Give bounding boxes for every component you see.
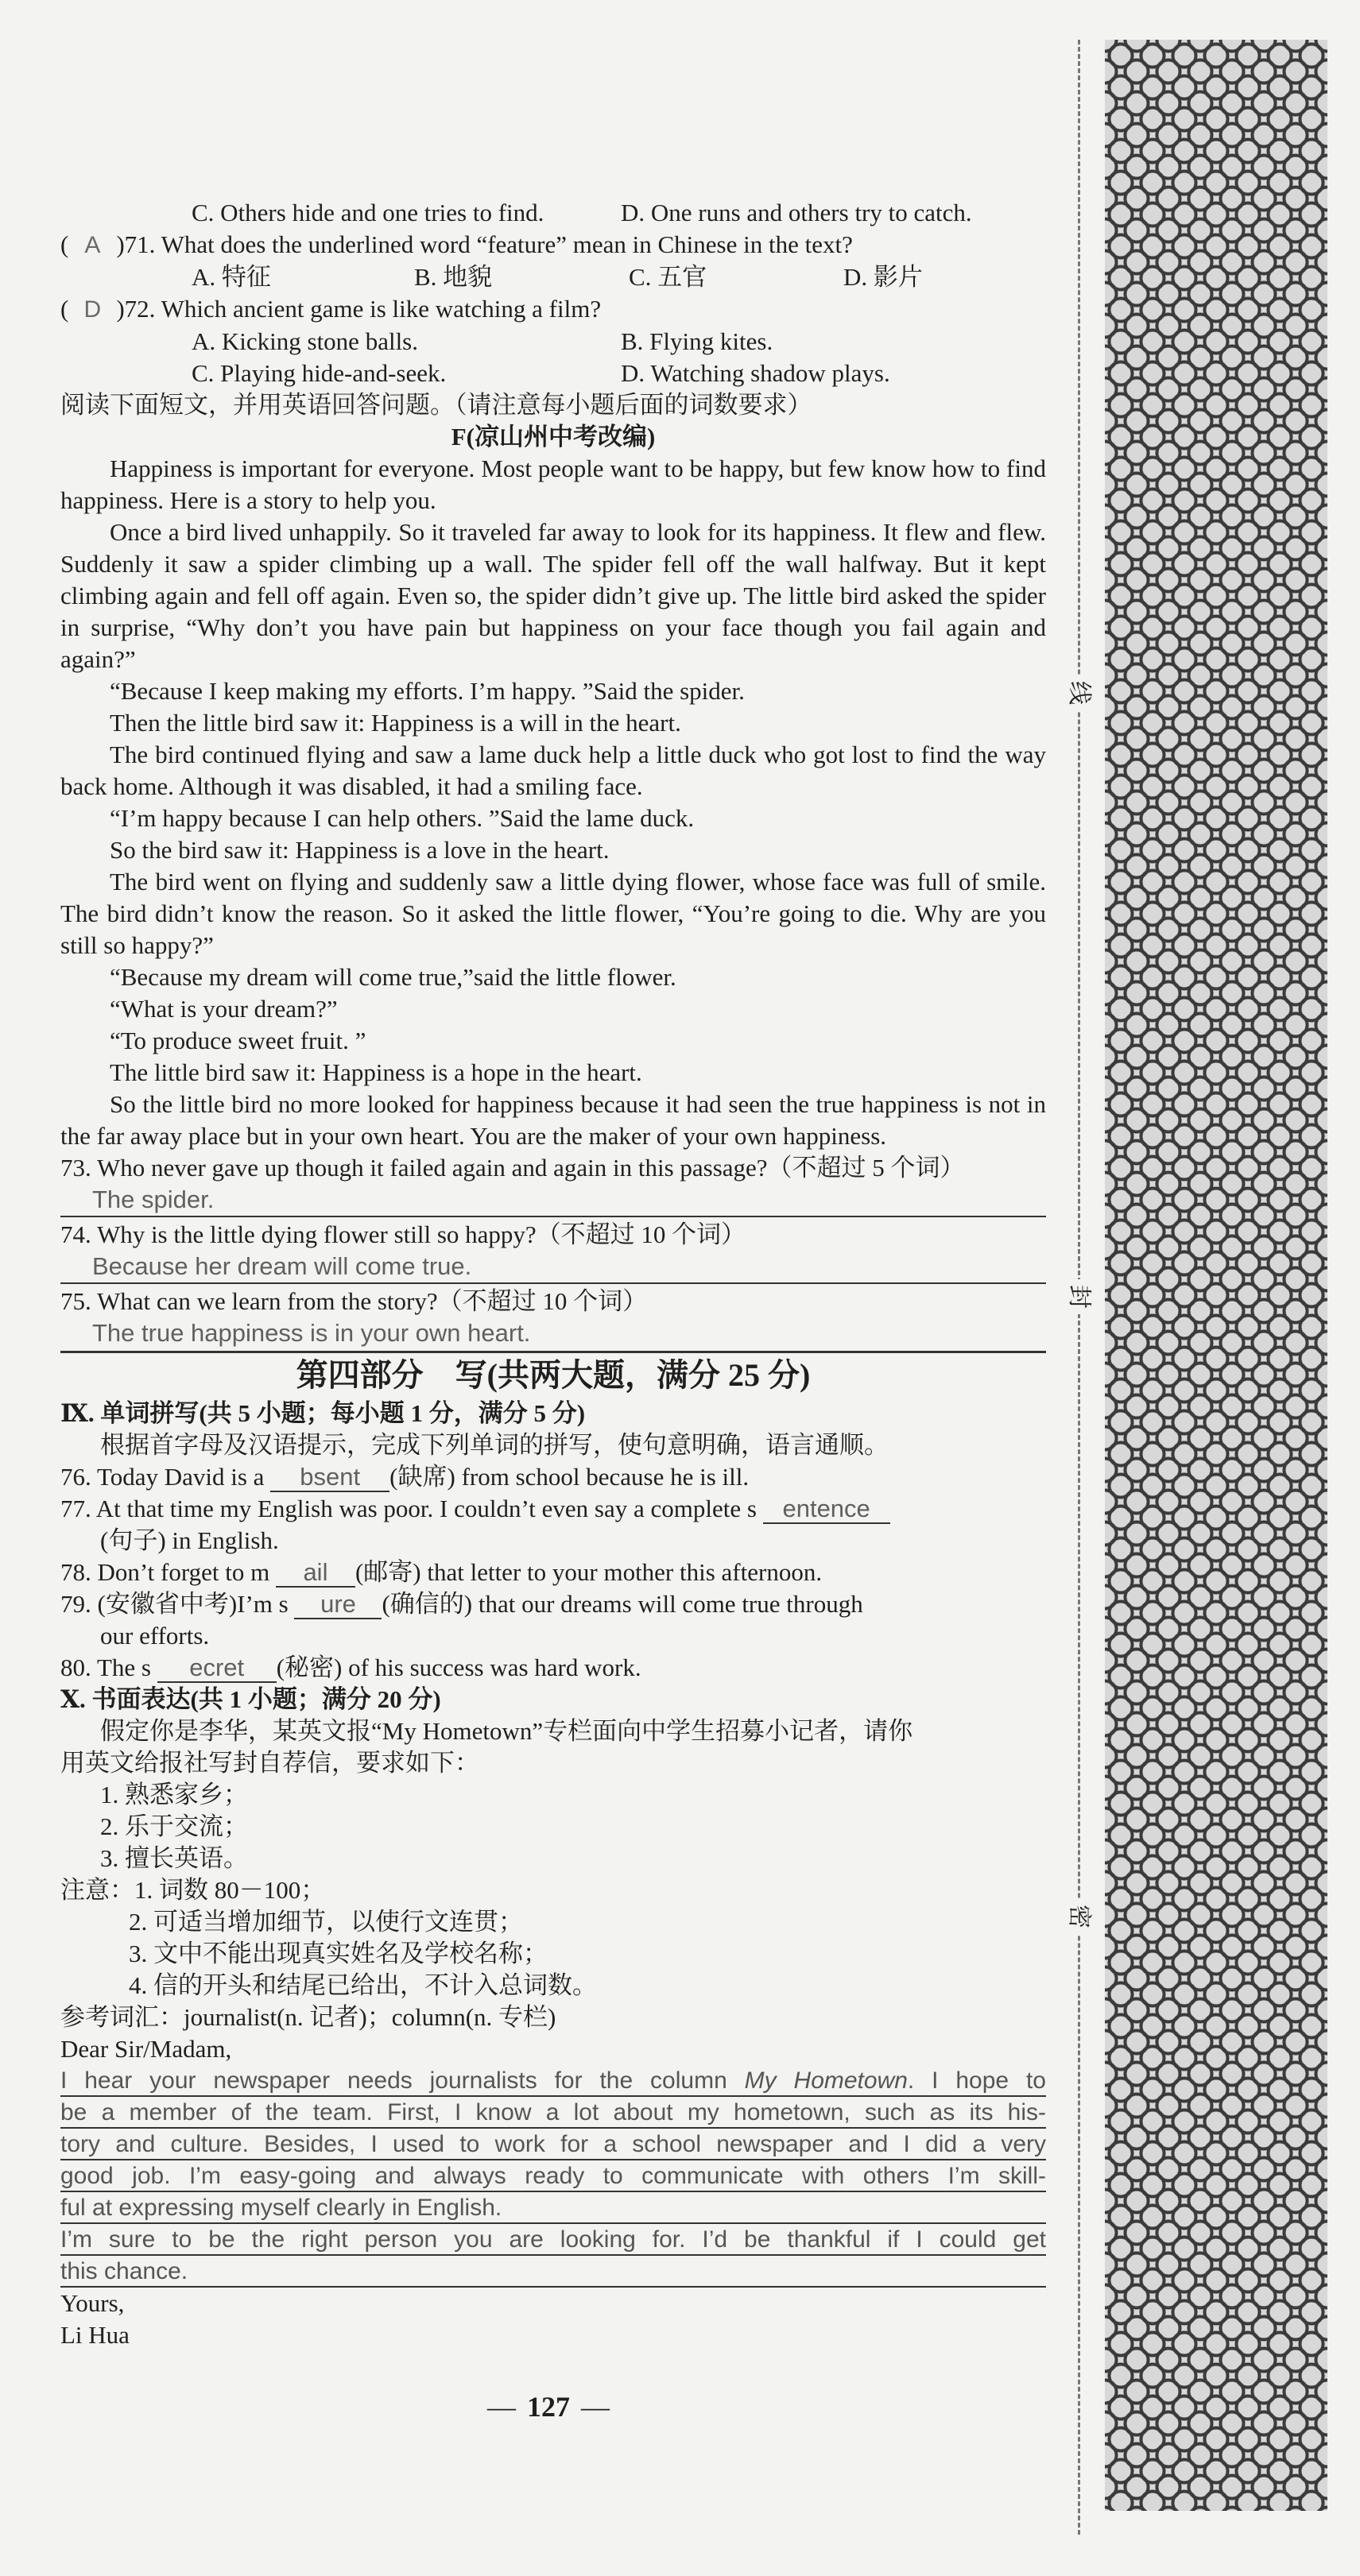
binding-char-feng: 封 (1061, 1279, 1096, 1314)
letter-signature: Li Hua (60, 2321, 130, 2349)
essay-line: be a member of the team. First, I know a lot about my hometown, such as its his- (60, 2097, 1046, 2129)
binding-char-mi: 密 (1061, 1899, 1096, 1934)
requirement: 3. 擅长英语。 (100, 1844, 248, 1872)
section10-title: Ⅹ. 书面表达(共 1 小题；满分 20 分) (60, 1685, 441, 1713)
passage-paragraph: “What is your dream?” (110, 995, 338, 1023)
q71-option-b: B. 地貌 (414, 263, 493, 291)
q70-options-cd (60, 197, 1046, 229)
binding-pattern (1105, 40, 1327, 2511)
page-content (60, 197, 1046, 2351)
reading-passage (60, 453, 1046, 1152)
passage-paragraph: Happiness is important for everyone. Most people want to be happy, but few know how to find happiness. Here is a story to help you. (60, 454, 1046, 514)
q76: 76. Today David is a bsent (缺席) from school because he is ill. (60, 1463, 750, 1491)
writing-prompt: 假定你是李华，某英文报“My Hometown”专栏面向中学生招募小记者，请你 (100, 1717, 913, 1745)
note-item: 3. 文中不能出现真实姓名及学校名称； (129, 1940, 548, 1967)
passage-paragraph: Then the little bird saw it: Happiness is a will in the heart. (110, 709, 681, 737)
q77: 77. At that time my English was poor. I couldn’t even say a complete s entence (60, 1493, 1046, 1525)
q80: 80. The s ecret (秘密) of his success was hard work. (60, 1654, 641, 1681)
passage-paragraph: “To produce sweet fruit. ” (110, 1027, 366, 1054)
q72-option-d: D. Watching shadow plays. (621, 359, 890, 387)
vocabulary-hint: 参考词汇：journalist(n. 记者)；column(n. 专栏) (60, 2003, 556, 2031)
reading-instruction: 阅读下面短文，并用英语回答问题。（请注意每小题后面的词数要求） (60, 391, 812, 419)
q72-option-a: A. Kicking stone balls. (192, 327, 418, 355)
q72-option-c: C. Playing hide-and-seek. (192, 359, 447, 387)
q80-answer: ecret (157, 1654, 277, 1683)
q75-question: 75. What can we learn from the story?（不超过 10 个词） (60, 1287, 648, 1315)
letter-closing: Yours, (60, 2289, 125, 2317)
q77-answer: entence (763, 1495, 890, 1524)
passage-paragraph: The bird went on flying and suddenly saw a little dying flower, whose face was full of smile. The bird didn’t know the reason. So it asked the little flower, “You’re going to die. Why are you still so happy?” (60, 868, 1046, 959)
reading-title: F(凉山州中考改编) (451, 423, 656, 451)
q77-cont: (句子) in English. (100, 1526, 279, 1554)
requirement: 1. 熟悉家乡； (100, 1781, 248, 1808)
essay-answer (60, 2065, 1046, 2288)
q74-question: 74. Why is the little dying flower still so happy?（不超过 10 个词） (60, 1220, 746, 1248)
section9-title: Ⅸ. 单词拼写(共 5 小题；每小题 1 分，满分 5 分) (60, 1399, 586, 1427)
essay-line: I’m sure to be the right person you are looking for. I’d be thankful if I could get (60, 2224, 1046, 2256)
q78: 78. Don’t forget to m ail (邮寄) that letter to your mother this afternoon. (60, 1558, 823, 1586)
passage-paragraph: So the little bird no more looked for happiness because it had seen the true happiness is not in the far away place but in your own heart. You are the maker of your own happiness. (60, 1090, 1046, 1150)
note-label: 注意： (60, 1876, 134, 1904)
part4-title: 第四部分 写(共两大题，满分 25 分) (60, 1351, 1046, 1398)
requirement: 2. 乐于交流； (100, 1812, 248, 1840)
passage-paragraph: “I’m happy because I can help others. ”Said the lame duck. (110, 804, 695, 832)
essay-line: ful at expressing myself clearly in English. (60, 2192, 1046, 2224)
passage-paragraph: “Because my dream will come true,”said the little flower. (110, 963, 676, 991)
q72-options-ab (60, 326, 1046, 358)
q71-stem: ( A )71. What does the underlined word “feature” mean in Chinese in the text? (60, 229, 1046, 261)
q72-answer: D (83, 296, 102, 323)
option-c: C. Others hide and one tries to find. (192, 199, 544, 226)
q74-answer: Because her dream will come true. (60, 1251, 1046, 1284)
q71-option-a: A. 特征 (192, 263, 271, 291)
essay-line: this chance. (60, 2256, 1046, 2288)
passage-paragraph: Once a bird lived unhappily. So it traveled far away to look for its happiness. It flew and flew. Suddenly it saw a spider climbing up a wall. The spider fell off the wall halfway. But it kept climbing again and fell off again. Even so, the spider didn’t give up. The little bird asked the spider in surprise, “Why don’t you have pain but happiness on your face though you fail again and again?” (60, 518, 1046, 673)
q71-answer: A (84, 232, 101, 258)
note-item: 2. 可适当增加细节，以使行文连贯； (129, 1908, 523, 1936)
q76-answer: bsent (270, 1464, 389, 1492)
q73-question: 73. Who never gave up though it failed again and again in this passage?（不超过 5 个词） (60, 1154, 965, 1182)
section9-instruction: 根据首字母及汉语提示，完成下列单词的拼写，使句意明确，语言通顺。 (100, 1431, 889, 1459)
passage-paragraph: The little bird saw it: Happiness is a hope in the heart. (110, 1058, 642, 1086)
passage-paragraph: The bird continued flying and saw a lame duck help a little duck who got lost to find the way back home. Although it was disabled, it had a smiling face. (60, 741, 1046, 800)
essay-line: I hear your newspaper needs journalists for the column My Hometown. I hope to (60, 2065, 1046, 2097)
letter-greeting: Dear Sir/Madam, (60, 2035, 232, 2063)
q79-cont: our efforts. (100, 1622, 210, 1650)
q72-stem: ( D )72. Which ancient game is like watching a film? (60, 293, 1046, 326)
q78-answer: ail (276, 1559, 355, 1588)
q72-option-b: B. Flying kites. (621, 327, 773, 355)
q75-answer: The true happiness is in your own heart. (92, 1319, 531, 1347)
binding-char-xian: 线 (1061, 675, 1096, 710)
q79: 79. (安徽省中考)I’m s ure (确信的) that our dreams will come true through (60, 1590, 863, 1618)
note-item: 注意：1. 词数 80－100； (60, 1876, 326, 1904)
q79-answer: ure (294, 1591, 382, 1619)
writing-prompt: 用英文给报社写封自荐信，要求如下： (60, 1749, 479, 1777)
column-name: My Hometown (744, 2067, 908, 2094)
q71-option-c: C. 五官 (629, 263, 707, 291)
q72-options-cd (60, 358, 1046, 389)
q73-answer: The spider. (60, 1184, 1046, 1217)
passage-paragraph: So the bird saw it: Happiness is a love in the heart. (110, 836, 610, 864)
passage-paragraph: “Because I keep making my efforts. I’m happy. ”Said the spider. (110, 677, 745, 705)
note-item: 4. 信的开头和结尾已给出，不计入总词数。 (129, 1971, 597, 1999)
q71-options (60, 261, 1046, 293)
q71-option-d: D. 影片 (843, 263, 923, 291)
page-number: — 127 — (487, 2391, 610, 2423)
essay-line: good job. I’m easy-going and always ready to communicate with others I’m skill- (60, 2160, 1046, 2192)
essay-line: tory and culture. Besides, I used to work for a school newspaper and I did a very (60, 2129, 1046, 2160)
option-d: D. One runs and others try to catch. (621, 199, 972, 226)
